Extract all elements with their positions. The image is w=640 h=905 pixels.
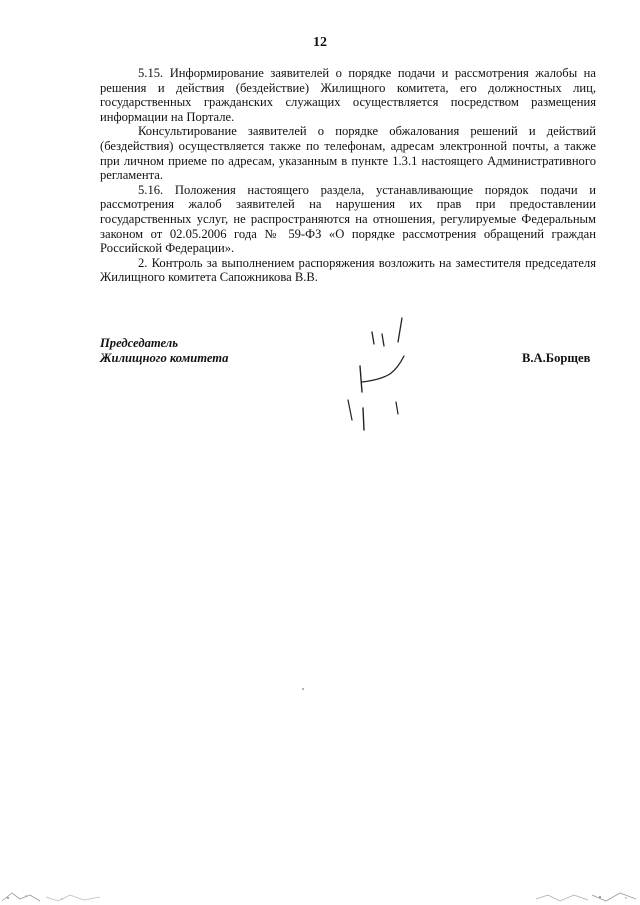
signatory-title-line2: Жилищного комитета (100, 351, 229, 365)
paragraph-consultation: Консультирование заявителей о порядке обжалования решений и действий (бездействия) осуществляется также по телефонам, адресам электронной почты, а также при личном приеме по адресам, указанным в пункте 1.3.1 настоящего Административного регламента. (100, 124, 596, 183)
signatory-title-line1: Председатель (100, 336, 178, 350)
scan-noise-left (0, 885, 110, 905)
scan-speck (302, 688, 304, 690)
paragraph-5-15: 5.15. Информирование заявителей о порядке подачи и рассмотрения жалобы на решения и действия (бездействие) Жилищного комитета, его должностных лиц, государственных гражданских служащих осуществляется посредством размещения информации на Портале. (100, 66, 596, 124)
handwritten-signature (330, 310, 440, 440)
page-number: 12 (313, 35, 327, 50)
paragraph-5-16: 5.16. Положения настоящего раздела, устанавливающие порядок подачи и рассмотрения жалоб заявителей на нарушения их прав при предоставлении государственных услуг, не распространяются на отношения, регулируемые Федеральным законом от 02.05.2006 года № 59-ФЗ «О порядке рассмотрения обращений граждан Российской Федерации». (100, 182, 596, 256)
scan-noise-right (530, 885, 640, 905)
signatory-title (100, 336, 228, 366)
document-body (100, 66, 596, 285)
signatory-name: В.А.Борщев (522, 351, 591, 365)
paragraph-control: 2. Контроль за выполнением распоряжения возложить на заместителя председателя Жилищного комитета Сапожникова В.В. (100, 255, 596, 285)
